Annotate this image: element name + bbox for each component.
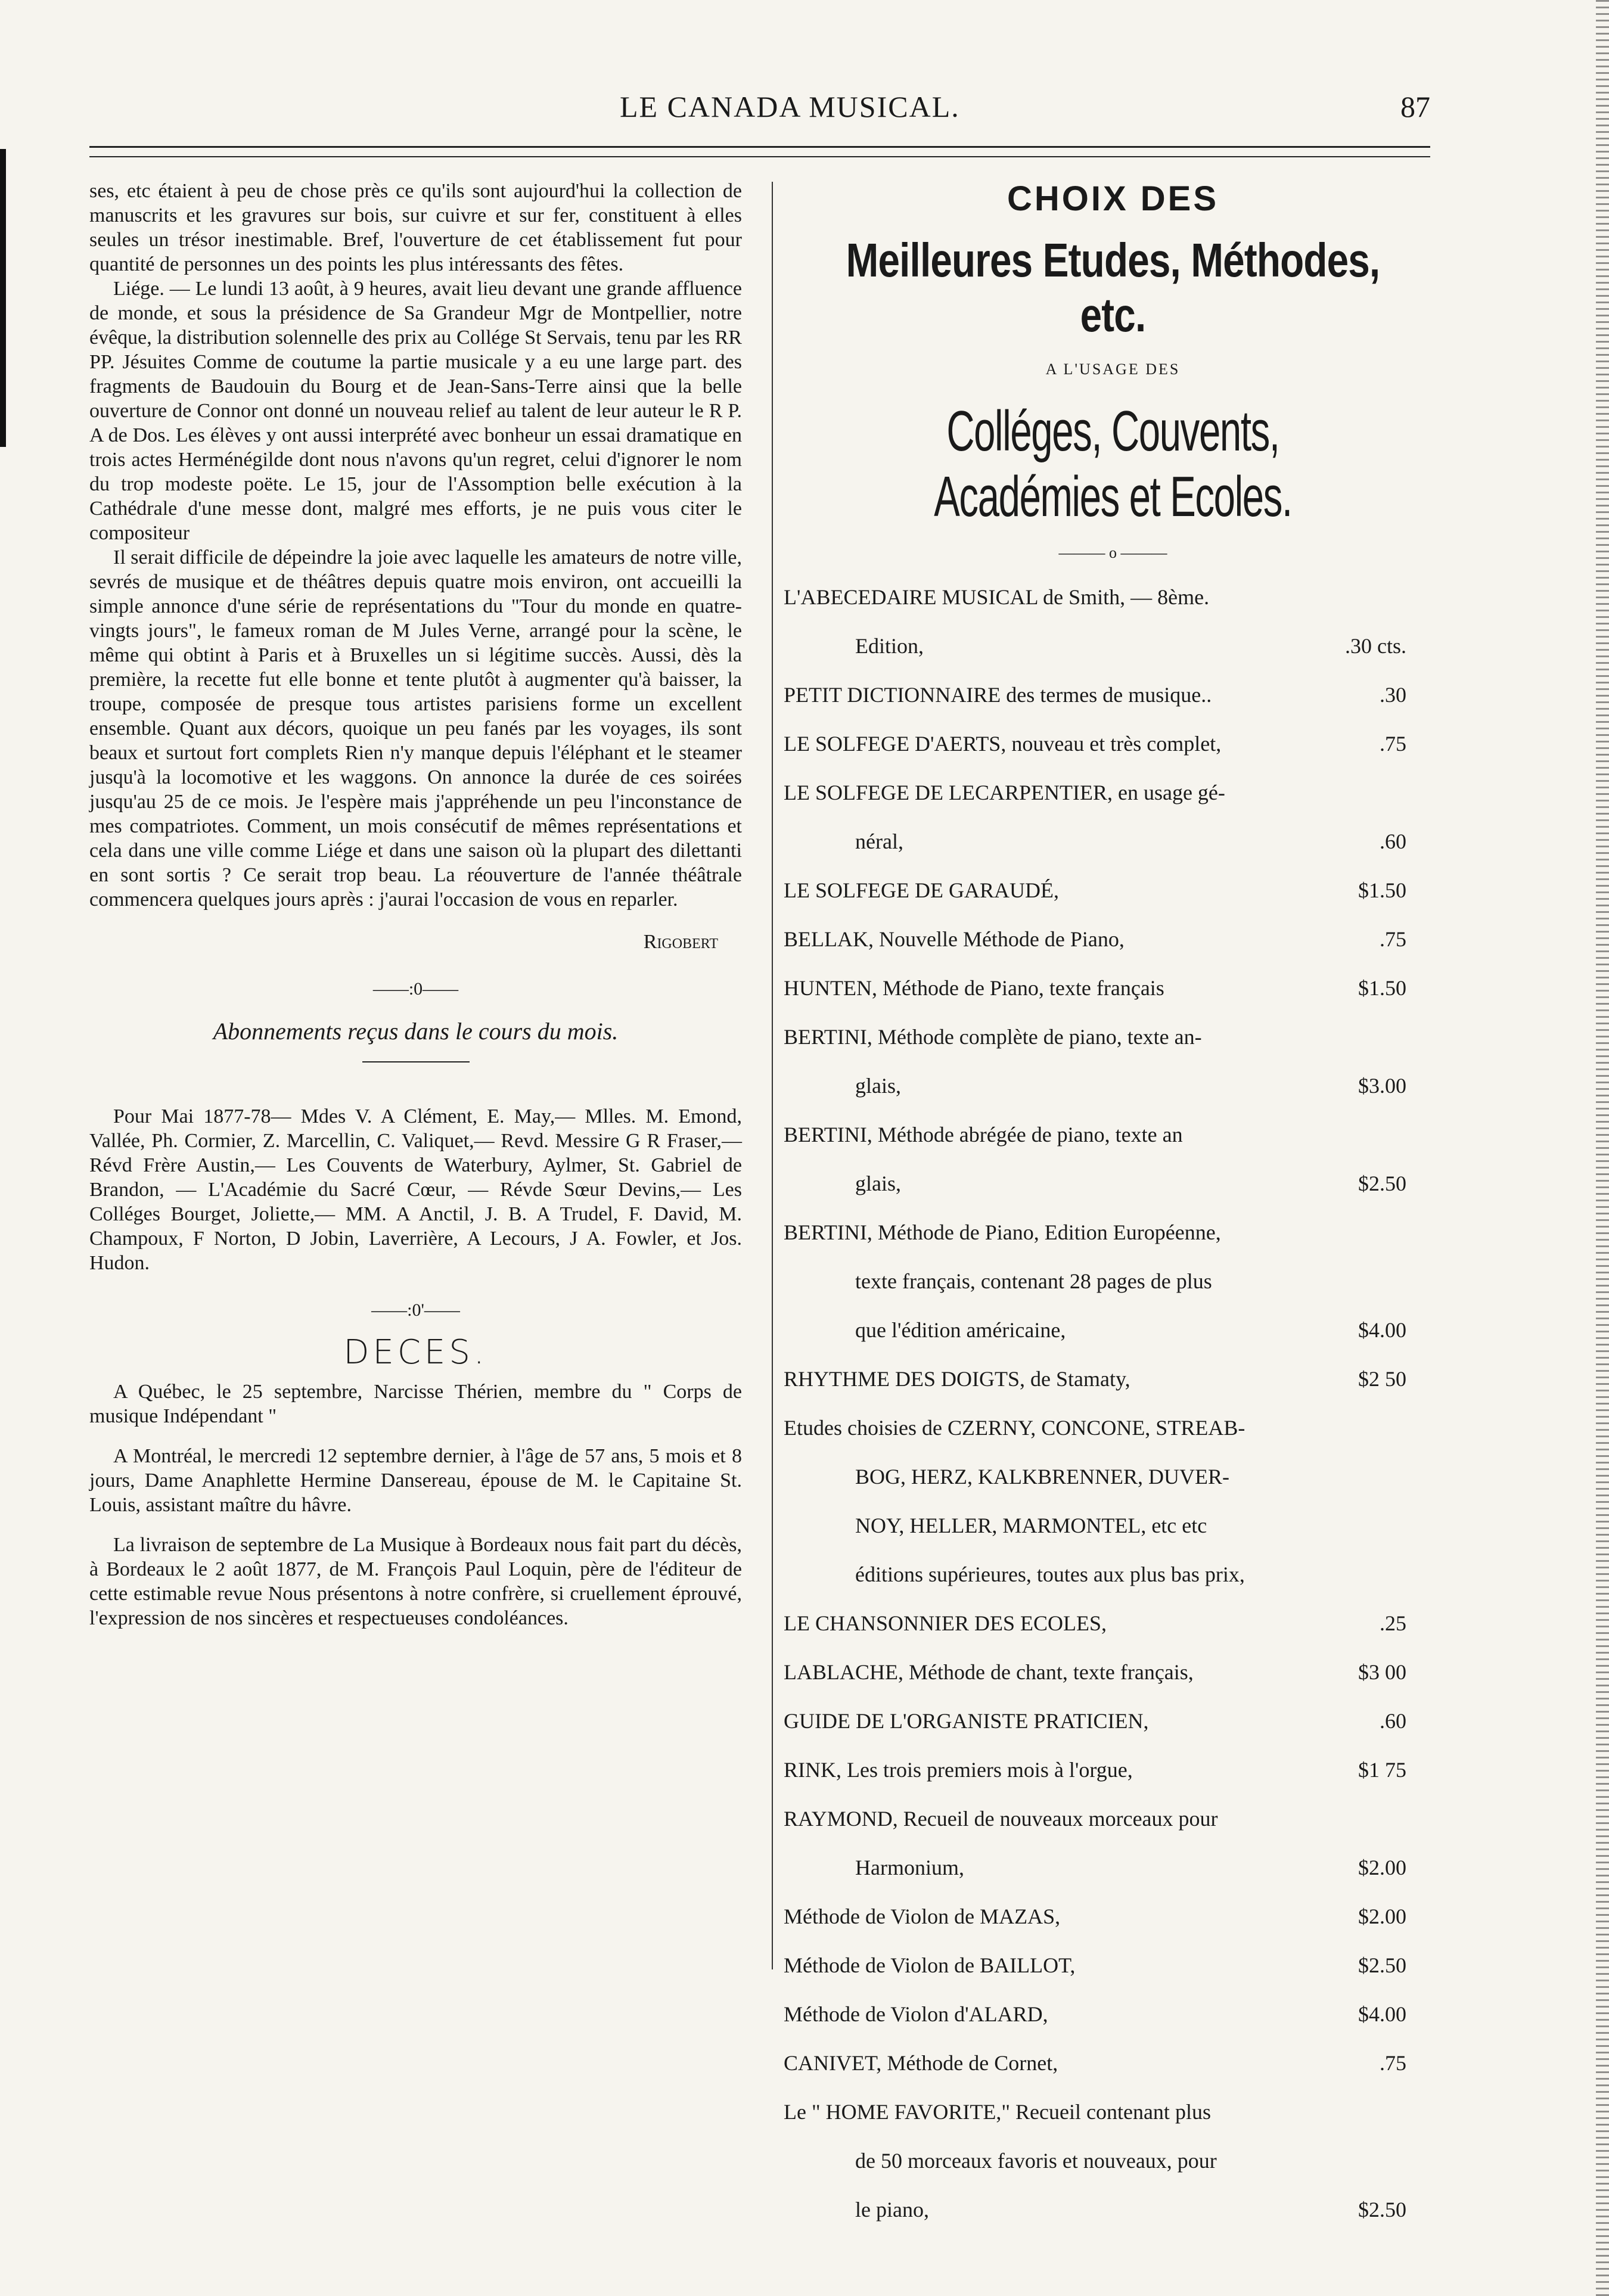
entry-description: de Stamaty, (1025, 1367, 1130, 1391)
paragraph-theatre: Il serait difficile de dépeindre la joie avec laquelle les amateurs de notre ville, sevrés de musique et de théâtres depuis quatre mois environ, ont accueilli la simple annonce d'une série de représentations du "Tour du monde en quatre-vingts jours", le fameux roman de M Jules Verne, arrangé pour la scène, le même qui obtint à Paris et à Bruxelles un si légitime succès. Aussi, dès la première, la recette fut elle bonne et tente plutôt à augmenter qu'à baisser, la troupe, composée de presque tous artistes parisiens forme un excellent ensemble. Quant aux décors, quoique un peu fanés par les voyages, ils sont beaux et surtout fort complets Rien n'y manque depuis l'éléphant et le steamer jusqu'à la locomotive et les waggons. On annonce la durée de ces soirées jusqu'au 25 de ce mois. Je l'espère mais j'appréhende un peu l'inconstance de mes compatriotes. Comment, un mois consécutif de mêmes représentations et cela dans une ville comme Liége et dans une saison où la plupart des dilettanti en sont sortis ? Ce serait trop beau. La réouverture de l'année théâtrale commencera quelques jours après : j'aurai l'occasion de vous en reparler. (89, 546, 742, 911)
entry-price: $2 50 (1358, 1367, 1406, 1391)
catalogue-entry (784, 817, 1442, 866)
signature: Rigobert (643, 931, 718, 953)
separator: ——— o ——— (1058, 544, 1167, 561)
entry-name: LE CHANSONNIER DES ECOLES, (784, 1611, 1107, 1635)
abonnements-title: Abonnements reçus dans le cours du mois. (213, 1018, 619, 1045)
entry-name: NOY, HELLER, MARMONTEL, etc etc (855, 1514, 1207, 1537)
entry-name: L'ABECEDAIRE MUSICAL de Smith, — 8ème. (784, 585, 1210, 609)
entry-price: $2.50 (1358, 1172, 1406, 1195)
catalogue-entry (784, 719, 1442, 768)
catalogue-title: Meilleures Etudes, Méthodes, etc. (846, 234, 1380, 341)
entry-name: Méthode de Violon de BAILLOT, (784, 1953, 1076, 1977)
entry-name: RAYMOND, Recueil de nouveaux morceaux pour (784, 1807, 1218, 1831)
page-header (0, 89, 1609, 131)
catalogue-entry (784, 1794, 1442, 1843)
short-rule (362, 1061, 470, 1062)
entry-price: $2.50 (1358, 2198, 1406, 2222)
entry-name: LE SOLFEGE D'AERTS, nouveau et très complet, (784, 732, 1222, 756)
entry-price: .75 (1380, 732, 1406, 756)
catalogue-entry (784, 866, 1442, 915)
margin-mark (0, 149, 6, 447)
catalogue-entry (784, 1208, 1442, 1257)
catalogue-entry (784, 1110, 1442, 1159)
catalogue-entry (784, 2136, 1442, 2185)
entry-description: Méthode de Cornet, (881, 2051, 1058, 2075)
catalogue-entry (784, 2039, 1442, 2087)
entry-price: $2.00 (1358, 1904, 1406, 1928)
entry-description: Recueil de nouveaux morceaux pour (897, 1807, 1218, 1831)
catalogue-entry (784, 964, 1442, 1012)
catalogue-audience: Colléges, Couvents, Académies et Ecoles. (934, 399, 1292, 529)
deces-title: DECES. (343, 1333, 488, 1372)
entry-name: que l'édition américaine, (855, 1318, 1066, 1342)
entry-description: Méthode de Piano, Edition Européenne, (872, 1220, 1221, 1244)
entry-name: GUIDE DE L'ORGANISTE PRATICIEN, (784, 1709, 1149, 1733)
separator: ——:0—— (372, 979, 459, 999)
catalogue-entry (784, 670, 1442, 719)
entry-description: nouveau et très complet, (1006, 732, 1222, 756)
column-divider (772, 182, 773, 1969)
paragraph-liege: Liége. — Le lundi 13 août, à 9 heures, avait lieu devant une grande affluence de monde, et sous la présidence de Sa Grandeur Mgr de Montpellier, notre évêque, la distribution solennelle des prix au Collége St Servais, tenu par les RR PP. Jésuites Comme de coutume la partie musicale y a eu une large part. des fragments de Baudouin du Bourg et de Jean-Sans-Terre ainsi que la belle ouverture de Connor ont donné un nouveau relief au talent de leur auteur le R P. A de Dos. Les élèves y ont aussi interprété avec bonheur un essai dramatique en trois actes Herménégilde dont nous n'avons qu'un regret, celui d'ignorer le nom du trop modeste poëte. Le 15, jour de l'Assomption belle exécution à la Cathédrale d'une messe dont, malgré mes efforts, je ne puis vous citer le compositeur (89, 278, 742, 544)
catalogue-entry (784, 1843, 1442, 1892)
entry-price: $2.50 (1358, 1953, 1406, 1977)
entry-name: LE SOLFEGE DE LECARPENTIER, en usage gé- (784, 781, 1225, 804)
entry-price: $3.00 (1358, 1074, 1406, 1098)
catalogue-entry (784, 1354, 1442, 1403)
right-column (784, 179, 1442, 2234)
catalogue-entry (784, 768, 1442, 817)
entry-description: en usage gé- (1112, 781, 1225, 804)
entry-price: .30 (1380, 683, 1406, 707)
entry-price: $1.50 (1358, 976, 1406, 1000)
entry-name: BOG, HERZ, KALKBRENNER, DUVER- (855, 1465, 1229, 1489)
catalogue-heading: CHOIX DES (1007, 179, 1219, 218)
entry-description: Méthode complète de piano, texte an- (872, 1025, 1202, 1049)
catalogue-entry (784, 1941, 1442, 1990)
catalogue-usage: A L'USAGE DES (1045, 361, 1181, 378)
entry-name: BERTINI, Méthode de Piano, Edition Européenne, (784, 1220, 1221, 1244)
catalogue-entry (784, 1403, 1442, 1452)
catalogue-list (784, 573, 1442, 2234)
entry-name: Etudes choisies de CZERNY, CONCONE, STREAB- (784, 1416, 1245, 1440)
catalogue-entry (784, 1697, 1442, 1745)
entry-price: .75 (1380, 2051, 1406, 2075)
entry-name: Edition, (855, 634, 924, 658)
entry-price: .60 (1380, 1709, 1406, 1733)
entry-price: $2.00 (1358, 1856, 1406, 1879)
header-rule-top (89, 146, 1430, 148)
catalogue-entry (784, 622, 1442, 670)
entry-name: HUNTEN, Méthode de Piano, texte français (784, 976, 1164, 1000)
catalogue-entry (784, 1501, 1442, 1550)
catalogue-entry (784, 1257, 1442, 1306)
deces-notice: A Québec, le 25 septembre, Narcisse Thérien, membre du " Corps de musique Indépendant " (89, 1381, 742, 1427)
catalogue-entry (784, 1648, 1442, 1697)
entry-name: RHYTHME DES DOIGTS, de Stamaty, (784, 1367, 1130, 1391)
entry-price: $1 75 (1358, 1758, 1406, 1782)
catalogue-entry (784, 1990, 1442, 2039)
header-rule-bottom (89, 156, 1430, 157)
entry-name: CANIVET, Méthode de Cornet, (784, 2051, 1058, 2075)
entry-name: Méthode de Violon d'ALARD, (784, 2002, 1048, 2026)
entry-name: LE SOLFEGE DE GARAUDÉ, (784, 878, 1059, 902)
catalogue-entry (784, 1452, 1442, 1501)
entry-price: .60 (1380, 829, 1406, 853)
catalogue-entry (784, 2185, 1442, 2234)
entry-name: texte français, contenant 28 pages de plus (855, 1269, 1212, 1293)
catalogue-entry (784, 1550, 1442, 1599)
page-number: 87 (1400, 90, 1430, 123)
separator: ——:0'—— (371, 1300, 460, 1320)
deces-notice: La livraison de septembre de La Musique à Bordeaux nous fait part du décès, à Bordeaux le 2 août 1877, de M. François Paul Loquin, père de l'éditeur de cette estimable revue Nous présentons à notre confrère, si cruellement éprouvé, l'expression de nos sincères et respectueuses condoléances. (89, 1534, 742, 1629)
entry-description: des termes de musique.. (1001, 683, 1212, 707)
abonnements-list: Pour Mai 1877-78— Mdes V. A Clément, E. May,— Mlles. M. Emond, Vallée, Ph. Cormier, Z. Marcellin, C. Valiquet,— Revd. Messire G R Fraser,—Révd Frère Austin,— Les Couvents de Waterbury, Aylmer, St. Gabriel de Brandon, — L'Académie du Sacré Cœur, — Révde Sœur Devins,— Les Colléges Bourget, Joliette,— MM. A Anctil, J. B. A Trudel, F. David, M. Champoux, F Norton, D Jobin, Laverrière, A Lecours, J A. Fowler, et Jos. Hudon. (89, 1105, 742, 1274)
entry-name: glais, (855, 1172, 901, 1195)
entry-name: néral, (855, 829, 903, 853)
page-edge (1596, 0, 1609, 2296)
catalogue-entry (784, 915, 1442, 964)
entry-name: Harmonium, (855, 1856, 964, 1879)
entry-price: .25 (1380, 1611, 1406, 1635)
entry-description: Recueil contenant plus (1010, 2100, 1211, 2124)
entry-description: de Smith, — 8ème. (1038, 585, 1210, 609)
entry-name: éditions supérieures, toutes aux plus bas prix, (855, 1562, 1245, 1586)
catalogue-entry (784, 1159, 1442, 1208)
entry-name: le piano, (855, 2198, 929, 2222)
catalogue-entry (784, 1012, 1442, 1061)
entry-description: Méthode abrégée de piano, texte an (872, 1123, 1183, 1147)
entry-description: Méthode de Piano, texte français (877, 976, 1164, 1000)
entry-name: glais, (855, 1074, 901, 1098)
catalogue-entry (784, 1061, 1442, 1110)
entry-description: Nouvelle Méthode de Piano, (873, 927, 1125, 951)
entry-price: $3 00 (1358, 1660, 1406, 1684)
entry-name: Le " HOME FAVORITE," Recueil contenant plus (784, 2100, 1211, 2124)
entry-price: $4.00 (1358, 2002, 1406, 2026)
deces-notice: A Montréal, le mercredi 12 septembre dernier, à l'âge de 57 ans, 5 mois et 8 jours, Dame Anaphlette Hermine Dansereau, épouse de M. le Capitaine St. Louis, assistant maître du hâvre. (89, 1445, 742, 1516)
entry-name: RINK, Les trois premiers mois à l'orgue, (784, 1758, 1133, 1782)
entry-price: $1.50 (1358, 878, 1406, 902)
catalogue-entry (784, 1745, 1442, 1794)
entry-price: $4.00 (1358, 1318, 1406, 1342)
entry-description: Les trois premiers mois à l'orgue, (841, 1758, 1133, 1782)
entry-name: LABLACHE, Méthode de chant, texte français, (784, 1660, 1194, 1684)
catalogue-entry (784, 1306, 1442, 1354)
entry-name: BERTINI, Méthode abrégée de piano, texte an (784, 1123, 1183, 1147)
publication-title: LE CANADA MUSICAL. (620, 90, 960, 123)
entry-name: BELLAK, Nouvelle Méthode de Piano, (784, 927, 1125, 951)
entry-name: BERTINI, Méthode complète de piano, texte an- (784, 1025, 1202, 1049)
paragraph-exhibition: ses, etc étaient à peu de chose près ce qu'ils sont aujourd'hui la collection de manuscrits et les gravures sur bois, sur cuivre et sur fer, constituent à elles seules un trésor inestimable. Bref, l'ouverture de cet établissement fut pour quantité de personnes un des points les plus intéressants des fêtes. (89, 180, 742, 275)
entry-name: de 50 morceaux favoris et nouveaux, pour (855, 2149, 1217, 2173)
entry-price: .30 cts. (1345, 634, 1406, 658)
entry-price: .75 (1380, 927, 1406, 951)
catalogue-entry (784, 573, 1442, 622)
entry-name: PETIT DICTIONNAIRE des termes de musique.. (784, 683, 1212, 707)
entry-name: Méthode de Violon de MAZAS, (784, 1904, 1061, 1928)
entry-description: Méthode de chant, texte français, (903, 1660, 1194, 1684)
catalogue-entry (784, 1599, 1442, 1648)
left-column (89, 179, 742, 1630)
catalogue-entry (784, 1892, 1442, 1941)
catalogue-entry (784, 2087, 1442, 2136)
